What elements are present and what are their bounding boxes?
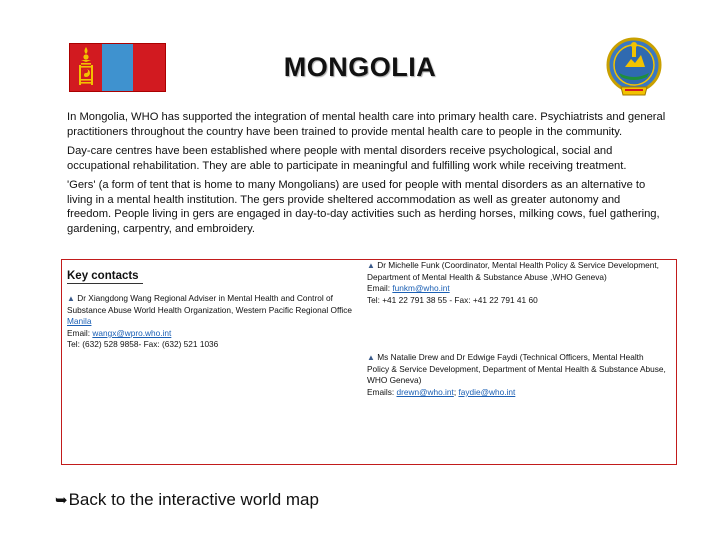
contact-drew-faydi	[367, 352, 667, 398]
email-link-drew[interactable]: drewn@who.int	[396, 386, 454, 397]
email-link[interactable]: funkm@who.int	[392, 283, 450, 294]
bullet-icon: ▲	[67, 294, 75, 303]
back-to-world-map-link[interactable]	[55, 490, 319, 510]
body-text	[67, 110, 667, 241]
soyombo-icon	[78, 47, 94, 87]
page-title: MONGOLIA	[283, 52, 437, 82]
mongolia-flag	[69, 43, 166, 92]
contact-description: Ms Natalie Drew and Dr Edwige Faydi (Technical Officers, Mental Health Policy & Service Development, Department of Mental Health & Substance Abuse, WHO Geneva)	[367, 352, 666, 386]
bullet-icon: ▲	[367, 261, 375, 270]
contact-michelle-funk	[367, 260, 667, 306]
email-link[interactable]: wangx@wpro.who.int	[92, 327, 172, 338]
arrow-right-icon: ➥	[55, 492, 68, 509]
city-link[interactable]: Manila	[67, 316, 92, 327]
back-link-label: Back to the interactive world map	[68, 490, 319, 509]
paragraph-integration: In Mongolia, WHO has supported the integration of mental health care into primary health care. Psychiatrists and general practitioners throughout the country have been trained to provide mental health care to people in the community.	[67, 111, 666, 138]
contact-description: Dr Xiangdong Wang Regional Adviser in Mental Health and Control of Substance Abuse World Health Organization, Western Pacific Regional Office	[67, 293, 353, 315]
email-label: Email:	[67, 327, 93, 338]
flag-red-stripe-right	[133, 44, 165, 91]
tel-fax: Tel: (632) 528 9858- Fax: (632) 521 1036	[67, 339, 219, 350]
email-label: Email:	[367, 283, 393, 294]
key-contacts-box	[61, 259, 677, 465]
email-label: Emails:	[367, 386, 397, 397]
paragraph-day-care: Day-care centres have been established where people with mental disorders receive psychological, social and occupational rehabilitation. They are able to participate in meaningful and fulfilling work while receiving treatment.	[67, 145, 627, 172]
paragraph-gers: 'Gers' (a form of tent that is home to many Mongolians) are used for people with mental disorders as an alternative to living in a mental health institution. The gers provide sheltered accommodation as well as greater autonomy and freedom. People living in gers are engaged in day-to-day activities such as herding horses, milking cows, fuel gathering, gardening, carpentry, and embroidery.	[67, 179, 660, 235]
email-link-faydi[interactable]: faydie@who.int	[458, 386, 516, 397]
flag-blue-stripe	[102, 44, 133, 91]
email-separator: ;	[453, 386, 459, 397]
contact-description: Dr Michelle Funk (Coordinator, Mental Health Policy & Service Development, Department of Mental Health & Substance Abuse ,WHO Geneva)	[367, 260, 659, 282]
mongolia-state-emblem-icon	[605, 37, 663, 99]
key-contacts-title: Key contacts	[67, 270, 143, 284]
flag-red-stripe-left	[70, 44, 102, 91]
contact-xiangdong-wang	[67, 293, 355, 351]
bullet-icon: ▲	[367, 353, 375, 362]
tel-fax: Tel: +41 22 791 38 55 - Fax: +41 22 791 41 60	[367, 294, 538, 305]
